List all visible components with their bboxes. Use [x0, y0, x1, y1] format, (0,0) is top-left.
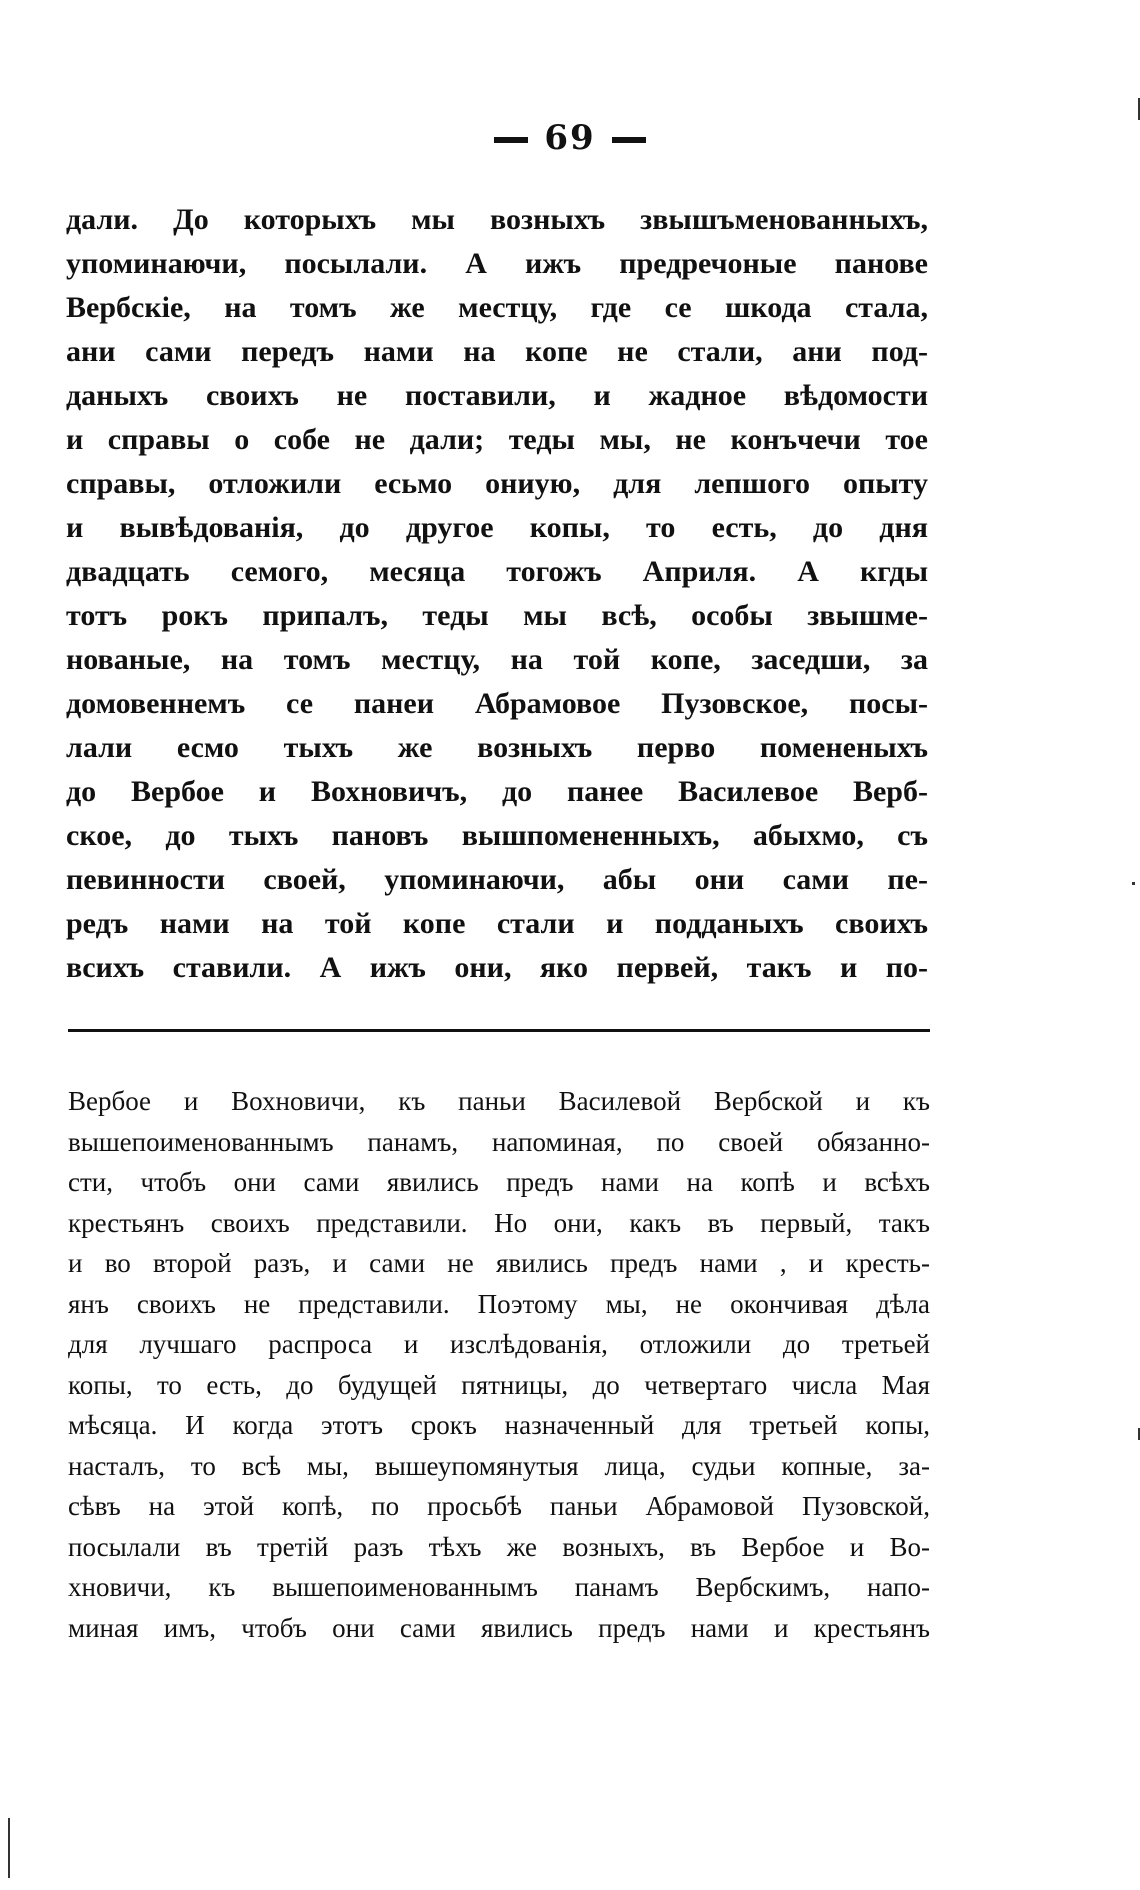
- main-text-line: дали. До которыхъ мы возныхъ звышъменованныхъ,: [66, 203, 928, 236]
- page-header: [0, 118, 1140, 158]
- footnote-line: крестьянъ своихъ представили. Но они, какъ въ первый, такъ: [68, 1207, 930, 1238]
- page-number: 69: [544, 118, 596, 158]
- footnote-line: вышепоименованнымъ панамъ, напоминая, по своей обязанно-: [68, 1126, 930, 1157]
- main-text-line: певинности своей, упоминаючи, абы они сами пе-: [66, 863, 928, 896]
- right-dash: [612, 137, 646, 143]
- footnote-divider: [68, 1029, 930, 1032]
- footnote-line: миная имъ, чтобъ они сами явились предъ нами и крестьянъ: [68, 1612, 930, 1643]
- footnote-line: посылали въ третій разъ тѣхъ же возныхъ, въ Вербое и Во-: [68, 1531, 930, 1562]
- scan-margin-mark: [1132, 882, 1135, 885]
- left-dash: [494, 137, 528, 143]
- main-text-line: и справы о собе не дали; теды мы, не конъчечи тое: [66, 423, 928, 456]
- main-text-line: до Вербое и Вохновичъ, до панее Василевое Верб-: [66, 775, 928, 808]
- main-text-line: Вербскіе, на томъ же местцу, где се шкода стала,: [66, 291, 928, 324]
- main-text-line: вcихъ ставили. А ижъ они, яко первей, такъ и по-: [66, 951, 928, 984]
- footnote-line: янъ своихъ не представили. Поэтому мы, не окончивая дѣла: [68, 1288, 930, 1319]
- main-text-line: упоминаючи, посылали. А ижъ предречоные панове: [66, 247, 928, 280]
- main-text-line: ское, до тыхъ пановъ вышпомененныхъ, абыхмо, съ: [66, 819, 928, 852]
- footnote-line: и во второй разъ, и сами не явились предъ нами , и кресть-: [68, 1248, 930, 1278]
- footnote-line: хновичи, къ вышепоименованнымъ панамъ Вербскимъ, напо-: [68, 1572, 930, 1602]
- main-text-line: двадцать семого, месяца тогожъ Априля. А кгды: [66, 555, 928, 588]
- main-text-line: лали есмо тыхъ же возныхъ перво помененыхъ: [66, 731, 928, 764]
- main-text-line: и вывѣдованія, до другое копы, то есть, до дня: [66, 511, 928, 544]
- footnote-line: сѣвъ на этой копѣ, по просьбѣ паньи Абрамовой Пузовской,: [68, 1491, 930, 1521]
- main-text-line: редъ нами на той копе стали и подданыхъ своихъ: [66, 907, 928, 940]
- scan-margin-mark: [8, 1818, 10, 1878]
- main-text-line: тотъ рокъ припалъ, теды мы всѣ, особы звышме-: [66, 599, 928, 632]
- footnote-line: мѣсяца. И когда этотъ срокъ назначенный для третьей копы,: [68, 1410, 930, 1440]
- main-text-line: ани сами передъ нами на копе не стали, ани под-: [66, 335, 928, 368]
- main-text-block: [66, 198, 928, 990]
- main-text-line: домовеннемъ се панеи Абрамовое Пузовское, посы-: [66, 687, 928, 720]
- footnote-line: сти, чтобъ они сами явились предъ нами на копѣ и всѣхъ: [68, 1167, 930, 1197]
- footnote-block: [68, 1081, 930, 1648]
- footnote-line: Вербое и Вохновичи, къ паньи Василевой Вербской и къ: [68, 1086, 930, 1116]
- footnote-line: для лучшаго распроса и изслѣдованія, отложили до третьей: [68, 1329, 930, 1359]
- main-text-line: даныхъ своихъ не поставили, и жадное вѣдомости: [66, 379, 928, 412]
- main-text-line: нованые, на томъ местцу, на той копе, заседши, за: [66, 643, 928, 676]
- footnote-line: насталъ, то всѣ мы, вышеупомянутыя лица, судьи копные, за-: [68, 1450, 930, 1481]
- footnote-line: копы, то есть, до будущей пятницы, до четвертаго числа Мая: [68, 1369, 930, 1400]
- main-text-line: справы, отложили есьмо ониую, для лепшого опыту: [66, 467, 928, 500]
